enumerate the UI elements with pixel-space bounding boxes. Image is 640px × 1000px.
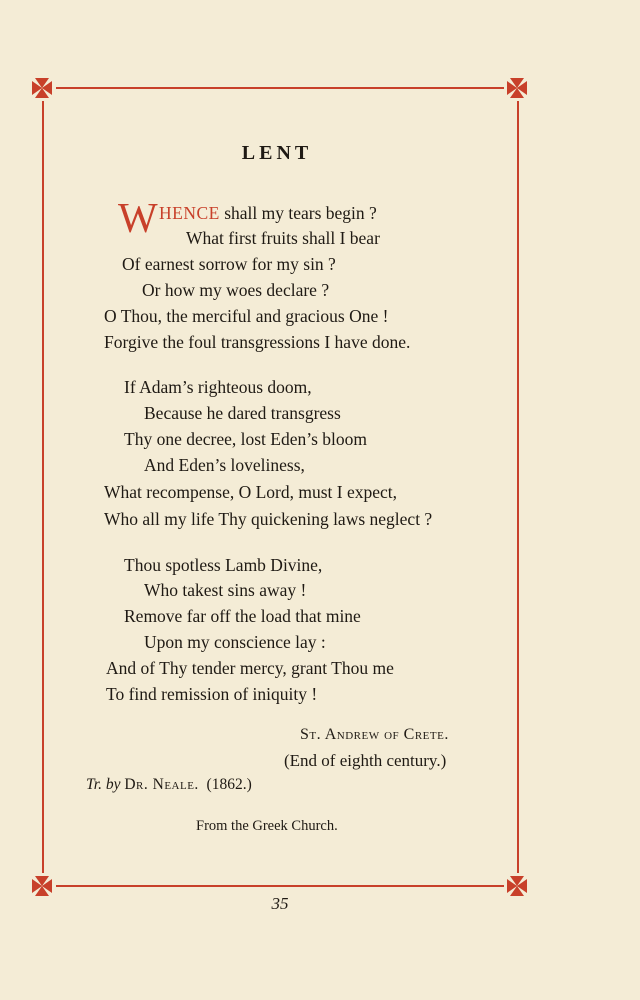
poem-title: LENT bbox=[241, 142, 313, 164]
poem-line: Upon my conscience lay : bbox=[144, 632, 326, 652]
poem-line: To find remission of iniquity ! bbox=[106, 684, 318, 704]
poem-line bbox=[159, 202, 377, 224]
poem-line: Or how my woes declare ? bbox=[142, 280, 330, 300]
poem-line: O Thou, the merciful and gracious One ! bbox=[104, 306, 389, 326]
author-date: (End of eighth century.) bbox=[284, 751, 447, 770]
poem-line: What first fruits shall I bear bbox=[186, 228, 380, 248]
border-bottom bbox=[56, 885, 504, 887]
border-left bbox=[42, 101, 44, 873]
page-number: 35 bbox=[271, 894, 289, 913]
author: St. Andrew of Crete. bbox=[300, 726, 449, 743]
maltese-cross-icon bbox=[29, 75, 55, 101]
first-line-rest: shall my tears begin ? bbox=[219, 203, 377, 223]
border-right bbox=[517, 101, 519, 873]
poem-line: And Eden’s loveliness, bbox=[144, 455, 305, 475]
poem-line: Remove far off the load that mine bbox=[124, 606, 361, 626]
poem-line: If Adam’s righteous doom, bbox=[124, 377, 312, 397]
poem-line: Thou spotless Lamb Divine, bbox=[124, 555, 323, 575]
poem-line: Because he dared transgress bbox=[144, 403, 341, 423]
first-word: HENCE bbox=[159, 203, 220, 223]
maltese-cross-icon bbox=[504, 75, 530, 101]
drop-cap: W bbox=[118, 196, 158, 242]
source-note: From the Greek Church. bbox=[196, 818, 338, 834]
poem-line: Of earnest sorrow for my sin ? bbox=[122, 254, 336, 274]
poem-line: Who takest sins away ! bbox=[144, 580, 307, 600]
poem-line: Forgive the foul transgressions I have done. bbox=[104, 332, 411, 352]
poem-line: And of Thy tender mercy, grant Thou me bbox=[106, 658, 394, 678]
poem-line: Who all my life Thy quickening laws neglect ? bbox=[104, 509, 433, 529]
poem-line: What recompense, O Lord, must I expect, bbox=[104, 482, 398, 502]
translator: Dr. Neale. bbox=[124, 776, 199, 793]
tr-prefix: Tr. by bbox=[86, 776, 121, 793]
translation-year: (1862.) bbox=[206, 776, 252, 793]
border-top bbox=[56, 87, 504, 89]
translator-line bbox=[86, 776, 252, 794]
poem-line: Thy one decree, lost Eden’s bloom bbox=[124, 429, 367, 449]
